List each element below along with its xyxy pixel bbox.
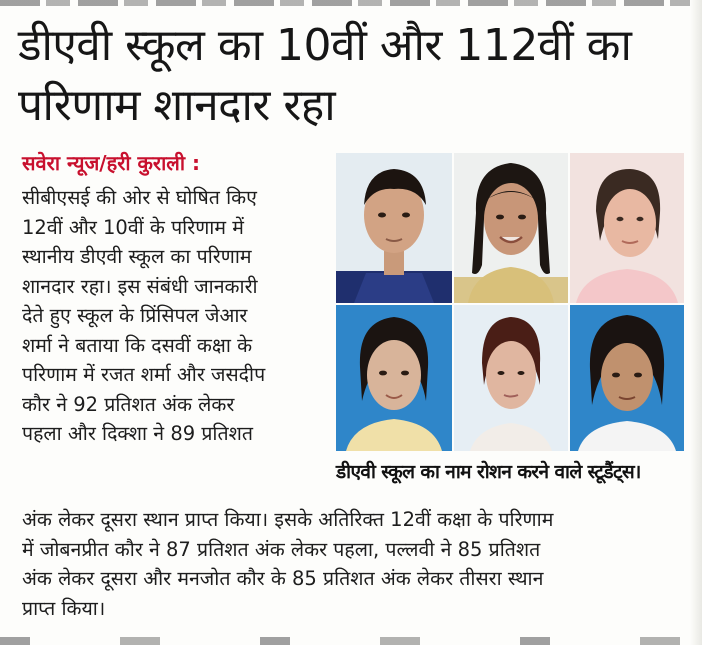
byline: सवेरा न्यूज/हरी कुराली : [22,151,200,175]
column-line: शर्मा ने बताया कि दसवीं कक्षा के [22,333,253,357]
bottom-cut-text-remnant [0,637,702,645]
student-photo-4 [336,305,452,451]
body-line: में जोबनप्रीत कौर ने 87 प्रतिशत अंक लेकर पहला, पल्लवी ने 85 प्रतिशत [22,537,541,561]
student-photo-1 [336,153,452,303]
column-line: पहला और दिक्शा ने 89 प्रतिशत [22,422,253,445]
photo-caption: डीएवी स्कूल का नाम रोशन करने वाले स्टूडैंट्स। [336,461,641,483]
body-line: अंक लेकर दूसरा स्थान प्राप्त किया। इसके अतिरिक्त 12वीं कक्षा के परिणाम [22,508,554,531]
column-line: 12वीं और 10वीं के परिणाम में [22,215,244,239]
top-cut-text-remnant [0,0,702,6]
body-line: प्राप्त किया। [22,596,106,620]
column-line: स्थानीय डीएवी स्कूल का परिणाम [22,245,252,268]
headline-line-1: डीएवी स्कूल का 10वीं और 112वीं का [18,20,632,71]
column-line: देते हुए स्कूल के प्रिंसिपल जेआर [22,304,248,327]
headline [18,16,688,136]
column-line: परिणाम में रजत शर्मा और जसदीप [22,363,266,386]
student-photo-6 [570,305,684,451]
article-column-text [22,183,334,449]
student-photos-grid [336,153,684,451]
article-full-width-text [22,505,690,623]
student-photo-2 [454,153,568,303]
headline-line-2: परिणाम शानदार रहा [18,80,336,131]
page-edge-shadow [690,0,702,645]
student-photo-3 [570,153,684,303]
student-photo-5 [454,305,568,451]
column-line: सीबीएसई की ओर से घोषित किए [22,186,257,209]
body-line: अंक लेकर दूसरा और मनजोत कौर के 85 प्रतिशत अंक लेकर तीसरा स्थान [22,567,544,590]
column-line: शानदार रहा। इस संबंधी जानकारी [22,274,258,298]
column-line: कौर ने 92 प्रतिशत अंक लेकर [22,392,235,416]
